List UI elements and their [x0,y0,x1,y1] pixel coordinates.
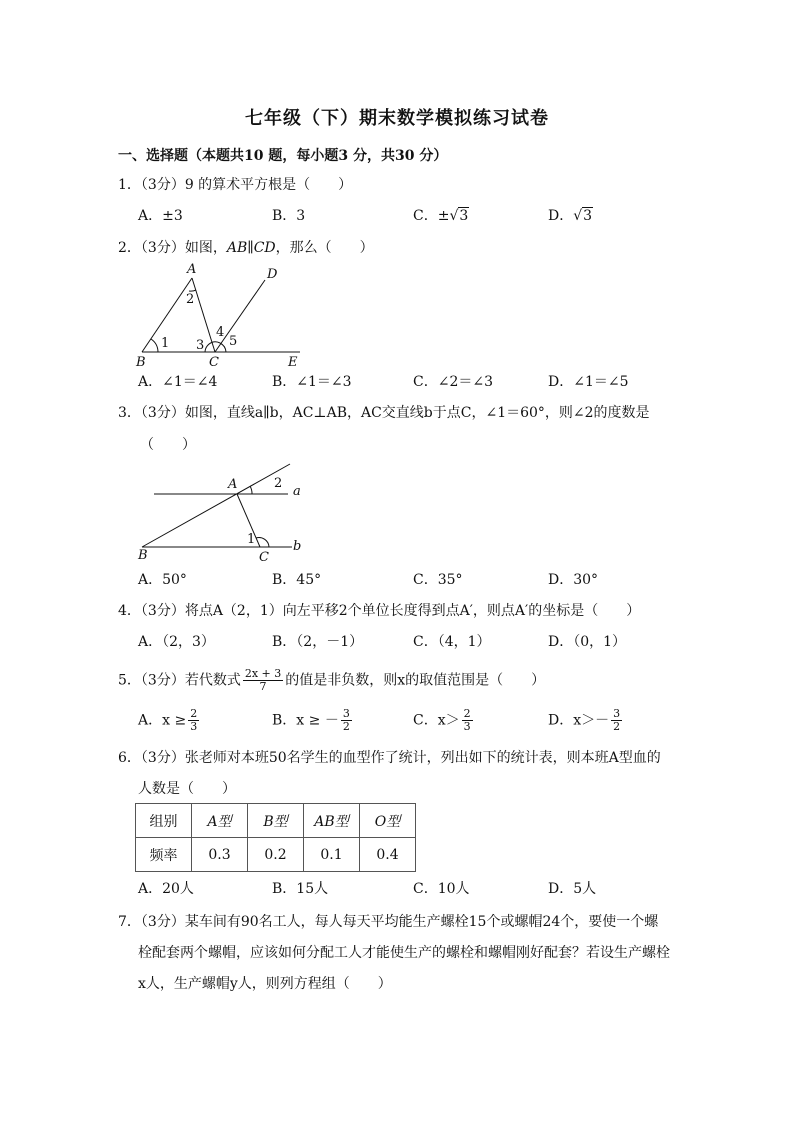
option-c[interactable]: C．35° [413,572,463,588]
question-7-line3: x人，生产螺帽y人，则列方程组（ ） [138,976,392,992]
label-angle-5: 5 [229,334,238,349]
label-angle-3: 3 [196,338,205,353]
question-7: 7．（3分）某车间有90名工人，每人每天平均能生产螺栓15个或螺帽24个，要使一个螺 [118,914,659,930]
option-b[interactable]: B．15人 [272,881,329,897]
label-b-point: B [138,548,148,563]
table-cell: 频率 [136,838,192,872]
angle-arc-2 [189,290,196,291]
option-d[interactable]: D．∠1＝∠5 [548,374,629,390]
segment-cd [215,280,265,352]
table-cell: 组别 [136,804,192,838]
sqrt-symbol: √3 [449,208,469,224]
question-5-options [138,708,698,740]
table-cell: 0.2 [248,838,304,872]
table-cell: 0.3 [192,838,248,872]
fraction: $\frac{2}{3}$ [463,707,471,733]
sqrt-symbol: √3 [573,208,593,224]
option-a[interactable]: A．（2，3） [138,634,215,650]
label-e: E [288,355,298,370]
fraction: $\frac{3}{2}$ [342,707,350,733]
option-d[interactable]: D．5人 [548,881,597,897]
option-d[interactable]: D．x＞－ $\frac{3}{2}$ [548,707,621,733]
option-b[interactable]: B．3 [272,208,306,224]
question-6-line2: 人数是（ ） [138,781,236,797]
label-angle-1: 1 [161,336,170,351]
angle-arc-4 [213,342,220,343]
option-b[interactable]: B．x ≥ － $\frac{3}{2}$ [272,707,350,733]
table-cell: 0.4 [360,838,416,872]
option-c[interactable]: C．（4，1） [413,634,491,650]
question-1-options [138,207,698,227]
option-b[interactable]: B．∠1＝∠3 [272,374,352,390]
option-a[interactable]: A．∠1＝∠4 [138,374,218,390]
question-4-options [138,633,698,653]
option-a[interactable]: A．x ≥ $\frac{2}{3}$ [138,707,198,733]
figure-q2 [130,258,315,370]
option-d[interactable]: D．30° [548,572,599,588]
question-6-options [138,880,698,900]
fraction: $\frac{2x + 3}{7}$ [244,667,282,693]
question-4: 4．（3分）将点A（2，1）向左平移2个单位长度得到点A′，则点A′的坐标是（ ） [118,603,641,619]
table-cell: AB型 [304,804,360,838]
label-a-point: A [228,477,238,492]
option-d[interactable]: D．√3 [548,208,593,224]
question-7-line2: 栓配套两个螺帽，应该如何分配工人才能使生产的螺栓和螺帽刚好配套？若设生产螺栓 [138,945,670,961]
label-line-b: b [293,539,302,554]
fraction: $\frac{3}{2}$ [613,707,621,733]
page-title: 七年级（下）期末数学模拟练习试卷 [245,108,549,129]
table-row [136,838,416,872]
question-1: 1．（3分）9 的算术平方根是（ ） [118,177,353,193]
option-a[interactable]: A．50° [138,572,187,588]
section-heading: 一、选择题（本题共10 题，每小题3 分，共30 分） [118,148,448,164]
fraction: $\frac{2}{3}$ [190,707,198,733]
label-angle-4: 4 [216,325,225,340]
option-c[interactable]: C．x＞ $\frac{2}{3}$ [413,707,471,733]
option-c[interactable]: C．10人 [413,881,470,897]
question-2: 2．（3分）如图，AB∥CD，那么（ ） [118,240,374,256]
option-a[interactable]: A．±3 [138,208,183,224]
question-3: 3．（3分）如图，直线a∥b，AC⊥AB，AC交直线b于点C，∠1＝60°，则∠2的度数是 [118,405,650,421]
question-6: 6．（3分）张老师对本班50名学生的血型作了统计，列出如下的统计表，则本班A型血的 [118,750,661,766]
option-c[interactable]: C．±√3 [413,208,469,224]
label-a: A [187,262,197,277]
figure-q3 [130,458,315,566]
label-d: D [267,267,278,282]
label-c-point: C [259,550,269,565]
option-b[interactable]: B．45° [272,572,322,588]
option-d[interactable]: D．（0，1） [548,634,627,650]
table-cell: O型 [360,804,416,838]
option-c[interactable]: C．∠2＝∠3 [413,374,493,390]
option-a[interactable]: A．20人 [138,881,194,897]
angle-arc-3 [205,342,213,352]
blood-type-table [135,803,416,872]
label-c: C [209,355,219,370]
label-angle-2: 2 [186,292,195,307]
label-angle-2: 2 [274,476,283,491]
label-angle-1: 1 [247,532,256,547]
option-b[interactable]: B．（2，－1） [272,634,364,650]
label-b: B [136,355,146,370]
table-cell: B型 [248,804,304,838]
angle-arc-1 [151,339,158,352]
question-5: 5．（3分）若代数式 $\frac{2x + 3}{7}$ 的值是非负数，则x的取值范围是（ ） [118,667,546,693]
line-ab-extended [142,464,290,547]
table-header-row [136,804,416,838]
table-cell: A型 [192,804,248,838]
question-3-options [138,571,698,591]
label-line-a: a [293,484,301,499]
question-3-line2: （ ） [140,437,196,453]
angle-arc-2 [250,486,252,494]
table-cell: 0.1 [304,838,360,872]
question-2-options [138,373,698,393]
